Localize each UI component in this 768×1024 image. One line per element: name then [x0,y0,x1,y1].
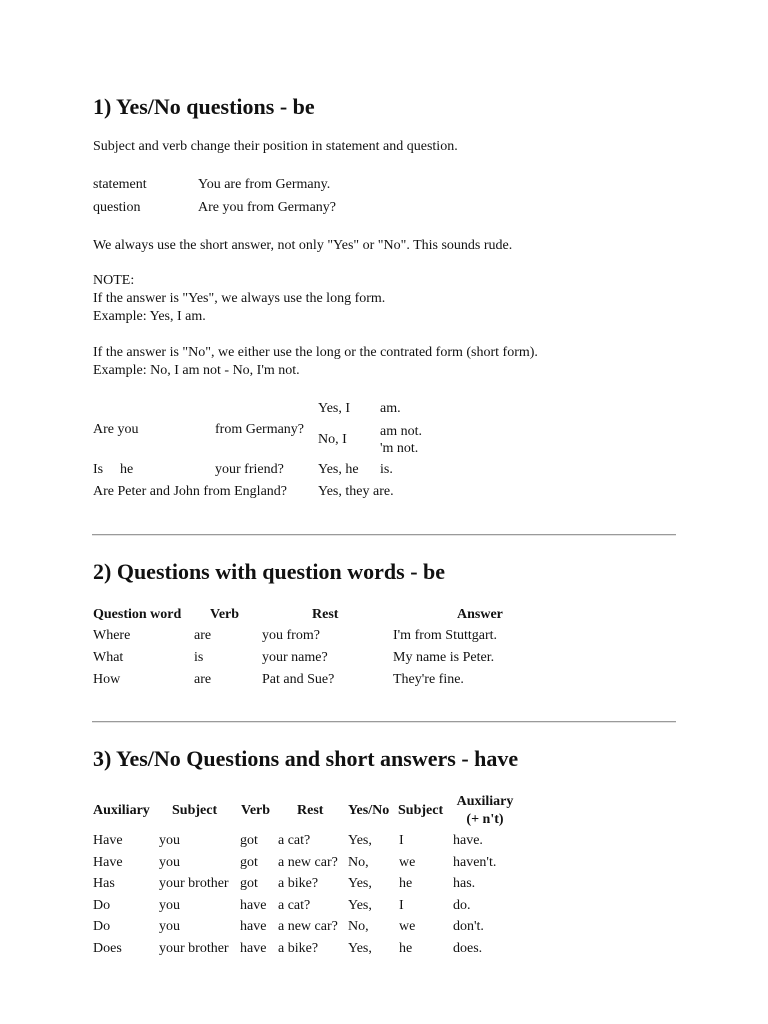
s2-row1-qword: Where [93,628,131,643]
s3-cell-subject2: we [399,919,416,934]
s3-cell-rest: a cat? [278,833,311,848]
s3-cell-rest: a bike? [278,941,319,956]
statement-text: You are from Germany. [198,177,331,192]
s2-header-qword: Question word [93,607,182,622]
s3-cell-yesno: No, [348,855,369,870]
s3-header-auxiliary: Auxiliary [93,803,150,818]
s2-row1-rest: you from? [262,628,320,643]
s3-header-verb: Verb [241,803,271,818]
s3-header-subject: Subject [172,803,218,818]
cell-your-friend: your friend? [215,462,284,477]
s3-cell-auxiliary2: has. [453,876,476,891]
s3-cell-subject: your brother [159,941,229,956]
question-label: question [93,200,141,215]
s3-header-yesno: Yes/No [348,803,390,818]
cell-yes-i: Yes, I [318,401,351,416]
s3-cell-verb: have [240,941,267,956]
s3-cell-yesno: Yes, [348,833,372,848]
s2-row3-verb: are [194,672,212,687]
s3-cell-auxiliary: Do [93,919,111,934]
s3-cell-yesno: No, [348,919,369,934]
s3-cell-auxiliary2: have. [453,833,483,848]
cell-is-answer: is. [380,462,393,477]
cell-is: Is [93,462,104,477]
short-answer-note: We always use the short answer, not only "Yes" or "No". This sounds rude. [93,238,513,253]
s2-row3-answer: They're fine. [393,672,464,687]
section-divider [92,534,676,536]
s3-cell-auxiliary: Has [93,876,115,891]
s2-header-rest: Rest [312,607,339,622]
s3-cell-auxiliary: Do [93,898,111,913]
s2-row2-verb: is [194,650,204,665]
s3-cell-auxiliary: Have [93,833,123,848]
section3-title: 3) Yes/No Questions and short answers - have [93,746,519,771]
s3-cell-subject: you [159,855,180,870]
s3-cell-verb: have [240,898,267,913]
cell-m-not: 'm not. [380,441,419,456]
cell-yes-he: Yes, he [318,462,359,477]
s2-row1-verb: are [194,628,212,643]
s3-cell-rest: a bike? [278,876,319,891]
s3-cell-rest: a new car? [278,855,338,870]
s2-row3-qword: How [93,672,121,687]
cell-am: am. [380,401,401,416]
s3-cell-subject2: he [399,941,413,956]
cell-from-germany: from Germany? [215,422,305,437]
question-text: Are you from Germany? [198,200,337,215]
s3-cell-auxiliary2: don't. [453,919,484,934]
s3-cell-rest: a cat? [278,898,311,913]
section2-title: 2) Questions with question words - be [93,559,446,584]
cell-peter-john: Are Peter and John from England? [93,484,287,499]
s3-cell-yesno: Yes, [348,941,372,956]
s3-cell-auxiliary: Have [93,855,123,870]
s2-row3-rest: Pat and Sue? [262,672,335,687]
s2-row2-qword: What [93,650,124,665]
s3-header-auxiliary2-line2: (+ n't) [466,812,504,827]
s3-cell-auxiliary2: haven't. [453,855,497,870]
s3-cell-subject2: we [399,855,416,870]
cell-yes-they-are: Yes, they are. [318,484,394,499]
s2-header-answer: Answer [457,607,503,622]
s3-cell-verb: got [240,833,258,848]
note-yes-example: Example: Yes, I am. [93,309,206,324]
s3-cell-verb: got [240,855,258,870]
s3-cell-yesno: Yes, [348,876,372,891]
s3-cell-subject: you [159,833,180,848]
s3-cell-subject2: I [399,898,404,913]
s2-row1-answer: I'm from Stuttgart. [393,628,498,643]
s3-cell-subject: you [159,919,180,934]
note-yes: If the answer is "Yes", we always use the long form. [93,291,386,306]
section-divider [92,721,676,723]
s3-header-rest: Rest [297,803,324,818]
section1-title: 1) Yes/No questions - be [93,94,315,119]
s3-cell-auxiliary2: do. [453,898,471,913]
s3-cell-yesno: Yes, [348,898,372,913]
cell-am-not: am not. [380,424,422,439]
s3-cell-subject: your brother [159,876,229,891]
section1-intro: Subject and verb change their position in statement and question. [93,139,458,154]
s3-cell-subject: you [159,898,180,913]
s3-cell-subject2: he [399,876,413,891]
s3-cell-auxiliary2: does. [453,941,483,956]
s3-cell-subject2: I [399,833,404,848]
cell-are-you: Are you [93,422,139,437]
cell-he: he [120,462,134,477]
s3-cell-rest: a new car? [278,919,338,934]
s2-row2-answer: My name is Peter. [393,650,495,665]
s3-header-auxiliary2-line1: Auxiliary [456,794,514,809]
s3-cell-verb: have [240,919,267,934]
s3-header-subject2: Subject [398,803,444,818]
note-no: If the answer is "No", we either use the long or the contrated form (short form). [93,345,538,360]
s3-cell-verb: got [240,876,258,891]
note-no-example: Example: No, I am not - No, I'm not. [93,363,300,378]
note-heading: NOTE: [93,273,135,288]
statement-label: statement [93,177,147,192]
s3-cell-auxiliary: Does [93,941,122,956]
cell-no-i: No, I [318,432,347,447]
s2-header-verb: Verb [210,607,240,622]
s2-row2-rest: your name? [262,650,328,665]
